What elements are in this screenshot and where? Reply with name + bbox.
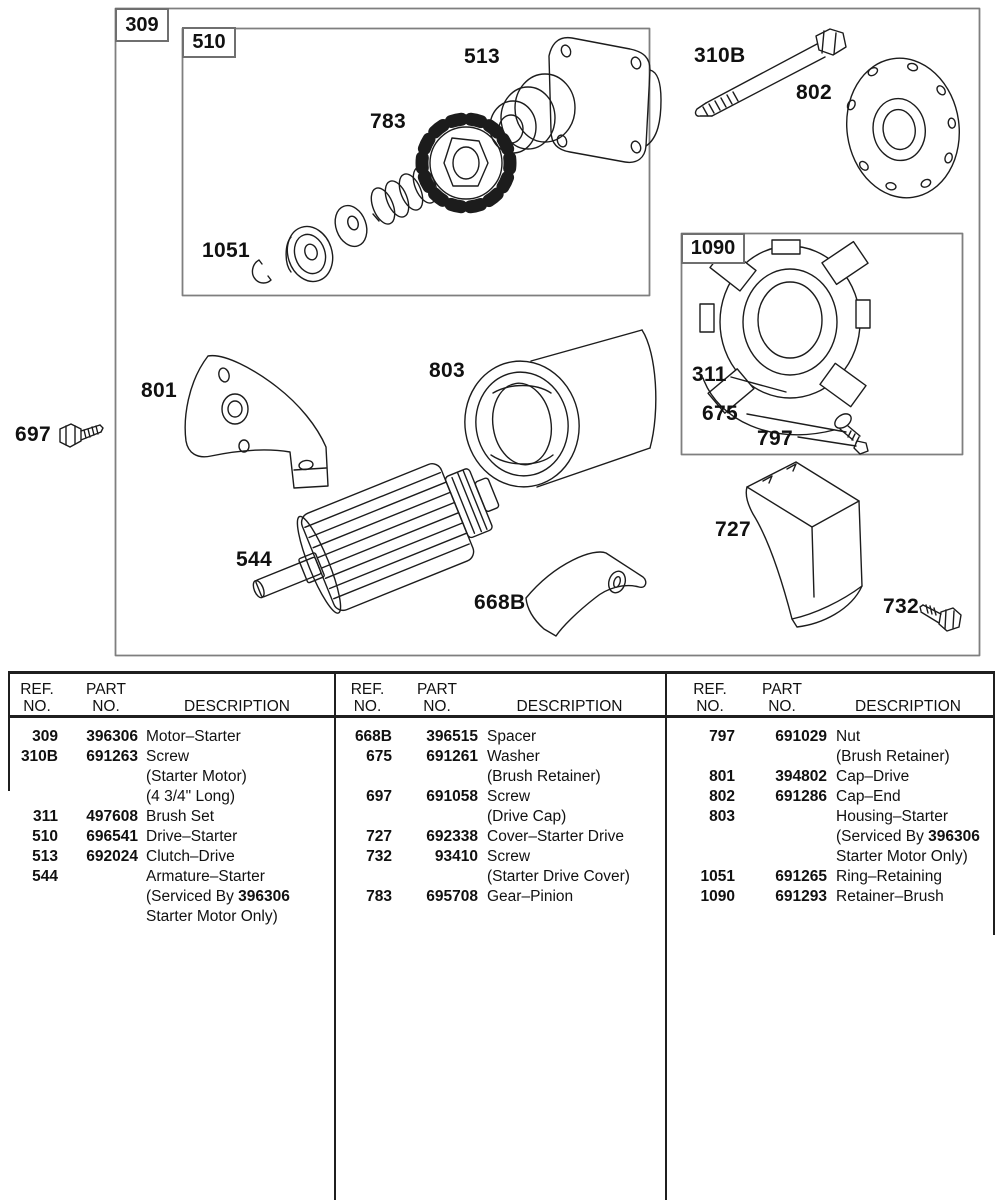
table-header-underline xyxy=(8,715,995,718)
description: Ring–Retaining xyxy=(836,868,942,885)
description: (Starter Motor) xyxy=(146,768,247,785)
table-column-2 xyxy=(340,727,660,907)
table-row xyxy=(682,827,990,847)
description: (Starter Drive Cover) xyxy=(487,868,630,885)
ref-no xyxy=(340,867,392,887)
part-no: 497608 xyxy=(86,808,138,825)
description: Cap–Drive xyxy=(836,768,910,785)
ref-no: 510 xyxy=(32,828,58,845)
ref-no: 668B xyxy=(354,728,392,745)
callout-797: 797 xyxy=(757,427,793,450)
table-row xyxy=(340,767,660,787)
gear-pinion-783-art xyxy=(422,119,510,207)
ref-no xyxy=(682,827,735,847)
part-no: 691286 xyxy=(775,788,827,805)
ref-no: 801 xyxy=(709,768,735,785)
callout-310B: 310B xyxy=(694,44,746,67)
callout-727: 727 xyxy=(715,518,751,541)
description: Starter Motor Only) xyxy=(146,908,278,925)
part-no: 691058 xyxy=(426,788,478,805)
table-row xyxy=(682,747,990,767)
callout-675: 675 xyxy=(702,402,738,425)
callout-801: 801 xyxy=(141,379,177,402)
ref-no: 311 xyxy=(32,808,58,825)
table-header-col3 xyxy=(682,676,990,715)
part-no: 692338 xyxy=(426,828,478,845)
description: Screw xyxy=(487,848,531,865)
table-row xyxy=(8,887,328,907)
part-no xyxy=(735,807,827,827)
table-row xyxy=(682,787,990,807)
part-no xyxy=(735,847,827,867)
description: (Brush Retainer) xyxy=(836,748,950,765)
part-no: 93410 xyxy=(434,848,478,865)
description: Cover–Starter Drive xyxy=(487,828,624,845)
description-header: DESCRIPTION xyxy=(855,698,961,715)
ref-no: 309 xyxy=(32,728,58,745)
table-row xyxy=(340,727,660,747)
table-row xyxy=(8,907,328,927)
end-cap-802-art xyxy=(838,51,968,205)
table-row xyxy=(682,887,990,907)
table-row xyxy=(8,787,328,807)
description: Spacer xyxy=(487,728,537,745)
part-no xyxy=(392,767,478,787)
table-column-1 xyxy=(8,727,328,927)
table-row xyxy=(340,747,660,767)
callout-1051: 1051 xyxy=(202,239,250,262)
table-top-border xyxy=(8,671,995,674)
callout-513: 513 xyxy=(464,45,500,68)
description: Washer xyxy=(487,748,540,765)
table-right-border xyxy=(993,671,995,935)
table-row xyxy=(340,827,660,847)
ref-no: 1051 xyxy=(700,868,735,885)
table-row xyxy=(682,867,990,887)
part-no-header: PART NO. xyxy=(86,681,126,715)
callout-311: 311 xyxy=(692,363,727,386)
table-row xyxy=(340,807,660,827)
ref-no xyxy=(8,787,58,807)
part-no xyxy=(58,787,138,807)
callout-802: 802 xyxy=(796,81,832,104)
part-no: 691029 xyxy=(775,728,827,745)
description: Retainer–Brush xyxy=(836,888,944,905)
description: Drive–Starter xyxy=(146,828,238,845)
ref-no: 513 xyxy=(32,848,58,865)
part-no xyxy=(58,867,138,887)
table-row xyxy=(340,787,660,807)
part-no xyxy=(58,767,138,787)
ref-no xyxy=(340,767,392,787)
part-no xyxy=(58,907,138,927)
table-row xyxy=(8,847,328,867)
leader-line-797 xyxy=(798,437,856,446)
frame-label-510: 510 xyxy=(182,27,236,58)
part-no: 696541 xyxy=(86,828,138,845)
part-no: 396515 xyxy=(426,728,478,745)
table-column-3 xyxy=(682,727,990,907)
ref-no: 802 xyxy=(709,788,735,805)
part-no: 691261 xyxy=(426,748,478,765)
table-row xyxy=(340,887,660,907)
part-no xyxy=(735,827,827,847)
table-row xyxy=(682,807,990,827)
part-no: 691265 xyxy=(775,868,827,885)
table-row xyxy=(8,807,328,827)
ref-no xyxy=(682,847,735,867)
table-row xyxy=(682,767,990,787)
callout-783: 783 xyxy=(370,110,406,133)
callout-697: 697 xyxy=(15,423,51,446)
description: Screw xyxy=(146,748,190,765)
table-row xyxy=(340,847,660,867)
description: Screw xyxy=(487,788,531,805)
frame-label-1090: 1090 xyxy=(681,233,745,264)
ref-no: 803 xyxy=(709,808,735,825)
ref-no: 675 xyxy=(366,748,392,765)
table-row xyxy=(682,727,990,747)
ref-no xyxy=(8,907,58,927)
ref-no: 310B xyxy=(20,748,58,765)
callout-544: 544 xyxy=(236,548,272,571)
ref-no: 783 xyxy=(366,888,392,905)
part-no xyxy=(392,867,478,887)
description-header: DESCRIPTION xyxy=(184,698,290,715)
screw-697-art xyxy=(60,424,103,447)
retaining-ring-1051-art xyxy=(252,260,271,283)
ref-no: 697 xyxy=(366,788,392,805)
description-header: DESCRIPTION xyxy=(516,698,623,715)
ref-no-header: REF. NO. xyxy=(350,681,385,715)
description: (Serviced By 396306 xyxy=(836,828,980,845)
ref-no xyxy=(682,747,735,767)
description: Cap–End xyxy=(836,788,901,805)
armature-544-art xyxy=(235,446,514,639)
description: Housing–Starter xyxy=(836,808,949,825)
description: Motor–Starter xyxy=(146,728,241,745)
screw-732-art xyxy=(920,605,961,631)
description: Clutch–Drive xyxy=(146,848,235,865)
part-no-header: PART NO. xyxy=(762,681,802,715)
ref-no: 727 xyxy=(366,828,392,845)
ref-no: 544 xyxy=(32,868,58,885)
clutch-drive-513-art xyxy=(490,38,661,163)
part-no: 692024 xyxy=(86,848,138,865)
callout-732: 732 xyxy=(883,595,919,618)
description: (4 3/4" Long) xyxy=(146,788,236,805)
table-divider-2 xyxy=(665,671,667,1200)
description: Nut xyxy=(836,728,861,745)
table-row xyxy=(8,827,328,847)
table-header-col2 xyxy=(340,676,660,715)
description: Armature–Starter xyxy=(146,868,265,885)
ref-no: 732 xyxy=(366,848,392,865)
part-no xyxy=(392,807,478,827)
description: Starter Motor Only) xyxy=(836,848,968,865)
part-no xyxy=(58,887,138,907)
spacer-668b-art xyxy=(526,552,646,636)
cover-727-art xyxy=(746,462,862,627)
retainer-disc-art xyxy=(280,221,339,288)
housing-803-art xyxy=(456,330,656,495)
table-row xyxy=(340,867,660,887)
table-divider-1 xyxy=(334,671,336,1200)
description: Gear–Pinion xyxy=(487,888,574,905)
table-header-col1 xyxy=(8,676,328,715)
description: (Brush Retainer) xyxy=(487,768,601,785)
table-row xyxy=(8,727,328,747)
frame-label-309: 309 xyxy=(115,8,169,42)
table-row xyxy=(8,867,328,887)
table-row xyxy=(8,767,328,787)
ref-no xyxy=(8,767,58,787)
part-no: 695708 xyxy=(426,888,478,905)
callout-668B: 668B xyxy=(474,591,526,614)
ref-no: 1090 xyxy=(700,888,735,905)
ref-no-header: REF. NO. xyxy=(693,681,727,715)
part-no-header: PART NO. xyxy=(417,681,457,715)
ref-no xyxy=(340,807,392,827)
part-no xyxy=(735,747,827,767)
part-no: 396306 xyxy=(86,728,138,745)
description: (Serviced By 396306 xyxy=(146,888,290,905)
table-row xyxy=(8,747,328,767)
cap-drive-801-art xyxy=(185,356,328,488)
ref-no xyxy=(8,887,58,907)
description: Brush Set xyxy=(146,808,215,825)
part-no: 691293 xyxy=(775,888,827,905)
washer-art xyxy=(330,201,373,251)
ref-no-header: REF. NO. xyxy=(20,681,54,715)
callout-803: 803 xyxy=(429,359,465,382)
ref-no: 797 xyxy=(709,728,735,745)
table-row xyxy=(682,847,990,867)
part-no: 394802 xyxy=(775,768,827,785)
part-no: 691263 xyxy=(86,748,138,765)
description: (Drive Cap) xyxy=(487,808,567,825)
